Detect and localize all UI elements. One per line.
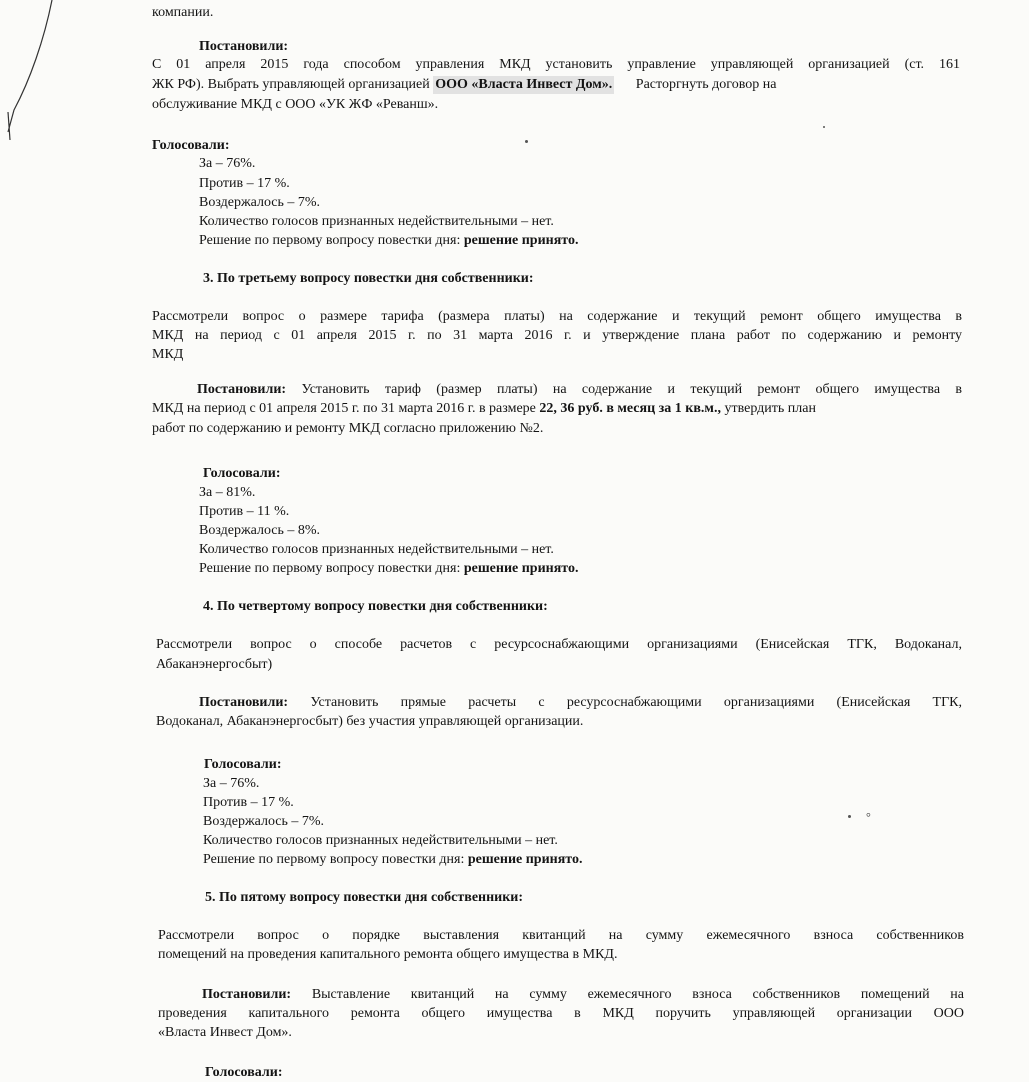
scan-speck — [525, 140, 528, 143]
s3-vote-for: За – 81%. — [199, 485, 256, 500]
s3-considered-line-3: МКД — [152, 347, 184, 362]
pen-stroke-mark — [0, 0, 80, 160]
s5-considered-line-2: помещений на проведения капитального ремонта общего имущества в МКД. — [158, 947, 618, 962]
s2-resolved-line-2: ЖК РФ). Выбрать управляющей организацией ООО «Власта Инвест Дом». Расторгнуть договор на — [152, 77, 777, 92]
s4-considered-line-2: Абаканэнергосбыт) — [156, 657, 273, 672]
s3-vote-against: Против – 11 %. — [199, 504, 290, 519]
s4-resolved-line-2: Водоканал, Абаканэнергосбыт) без участия управляющей организации. — [156, 714, 584, 729]
scan-speck — [823, 126, 825, 128]
s2-resolved-line-1: С 01 апреля 2015 года способом управления МКД установить управление управляющей организацией (ст. 161 — [152, 57, 960, 72]
s2-vote-invalid: Количество голосов признанных недействительными – нет. — [199, 214, 554, 229]
s5-vote-heading: Голосовали: — [205, 1065, 283, 1080]
s5-resolved-line-3: «Власта Инвест Дом». — [158, 1025, 292, 1040]
s3-considered-line-2: МКД на период с 01 апреля 2015 г. по 31 марта 2016 г. и утверждение плана работ по содержанию и ремонту — [152, 328, 962, 343]
s3-decision: Решение по первому вопросу повестки дня: решение принято. — [199, 561, 579, 576]
s3-heading: 3. По третьему вопросу повестки дня собственники: — [203, 271, 534, 286]
s2-resolved-line-3: обслуживание МКД с ООО «УК ЖФ «Реванш». — [152, 97, 439, 112]
s3-vote-invalid: Количество голосов признанных недействительными – нет. — [199, 542, 554, 557]
scan-speck — [848, 815, 851, 818]
top-line: компании. — [152, 5, 214, 20]
s2-resolved-heading: Постановили: — [199, 39, 289, 54]
s5-resolved-line-1: Постановили: Выставление квитанций на сумму ежемесячного взноса собственников помещений на — [202, 987, 965, 1002]
s5-considered-line-1: Рассмотрели вопрос о порядке выставления квитанций на сумму ежемесячного взноса собственников — [158, 928, 964, 943]
company-name: ООО «Власта Инвест Дом». — [435, 77, 613, 92]
scan-speck: ° — [866, 810, 871, 824]
s2-vote-for: За – 76%. — [199, 156, 256, 171]
s2-vote-heading: Голосовали: — [152, 138, 230, 153]
s4-vote-heading: Голосовали: — [204, 757, 282, 772]
s5-heading: 5. По пятому вопросу повестки дня собственники: — [205, 890, 524, 905]
s3-vote-abstain: Воздержалось – 8%. — [199, 523, 321, 538]
s3-resolved-line-1: Постановили: Установить тариф (размер платы) на содержание и текущий ремонт общего имущества в — [197, 382, 963, 397]
s2-vote-against: Против – 17 %. — [199, 176, 290, 191]
s4-heading: 4. По четвертому вопросу повестки дня собственники: — [203, 599, 548, 614]
s4-vote-abstain: Воздержалось – 7%. — [203, 814, 325, 829]
s4-decision: Решение по первому вопросу повестки дня: решение принято. — [203, 852, 583, 867]
s3-resolved-line-3: работ по содержанию и ремонту МКД согласно приложению №2. — [152, 421, 544, 436]
s3-considered-line-1: Рассмотрели вопрос о размере тарифа (размера платы) на содержание и текущий ремонт общего имущества в — [152, 309, 962, 324]
s4-vote-for: За – 76%. — [203, 776, 260, 791]
s3-vote-heading: Голосовали: — [203, 466, 281, 481]
s2-decision: Решение по первому вопросу повестки дня: решение принято. — [199, 233, 579, 248]
s4-considered-line-1: Рассмотрели вопрос о способе расчетов с ресурсоснабжающими организациями (Енисейская ТГК, Водоканал, — [156, 637, 962, 652]
s3-resolved-line-2: МКД на период с 01 апреля 2015 г. по 31 марта 2016 г. в размере 22, 36 руб. в месяц за 1 кв.м., утвердить план — [152, 401, 816, 416]
s4-vote-invalid: Количество голосов признанных недействительными – нет. — [203, 833, 558, 848]
s2-vote-abstain: Воздержалось – 7%. — [199, 195, 321, 210]
s4-vote-against: Против – 17 %. — [203, 795, 294, 810]
s5-resolved-line-2: проведения капитального ремонта общего имущества в МКД поручить управляющей организации ООО — [158, 1006, 964, 1021]
s4-resolved-line-1: Постановили: Установить прямые расчеты с ресурсоснабжающими организациями (Енисейская ТГК, — [199, 695, 963, 710]
